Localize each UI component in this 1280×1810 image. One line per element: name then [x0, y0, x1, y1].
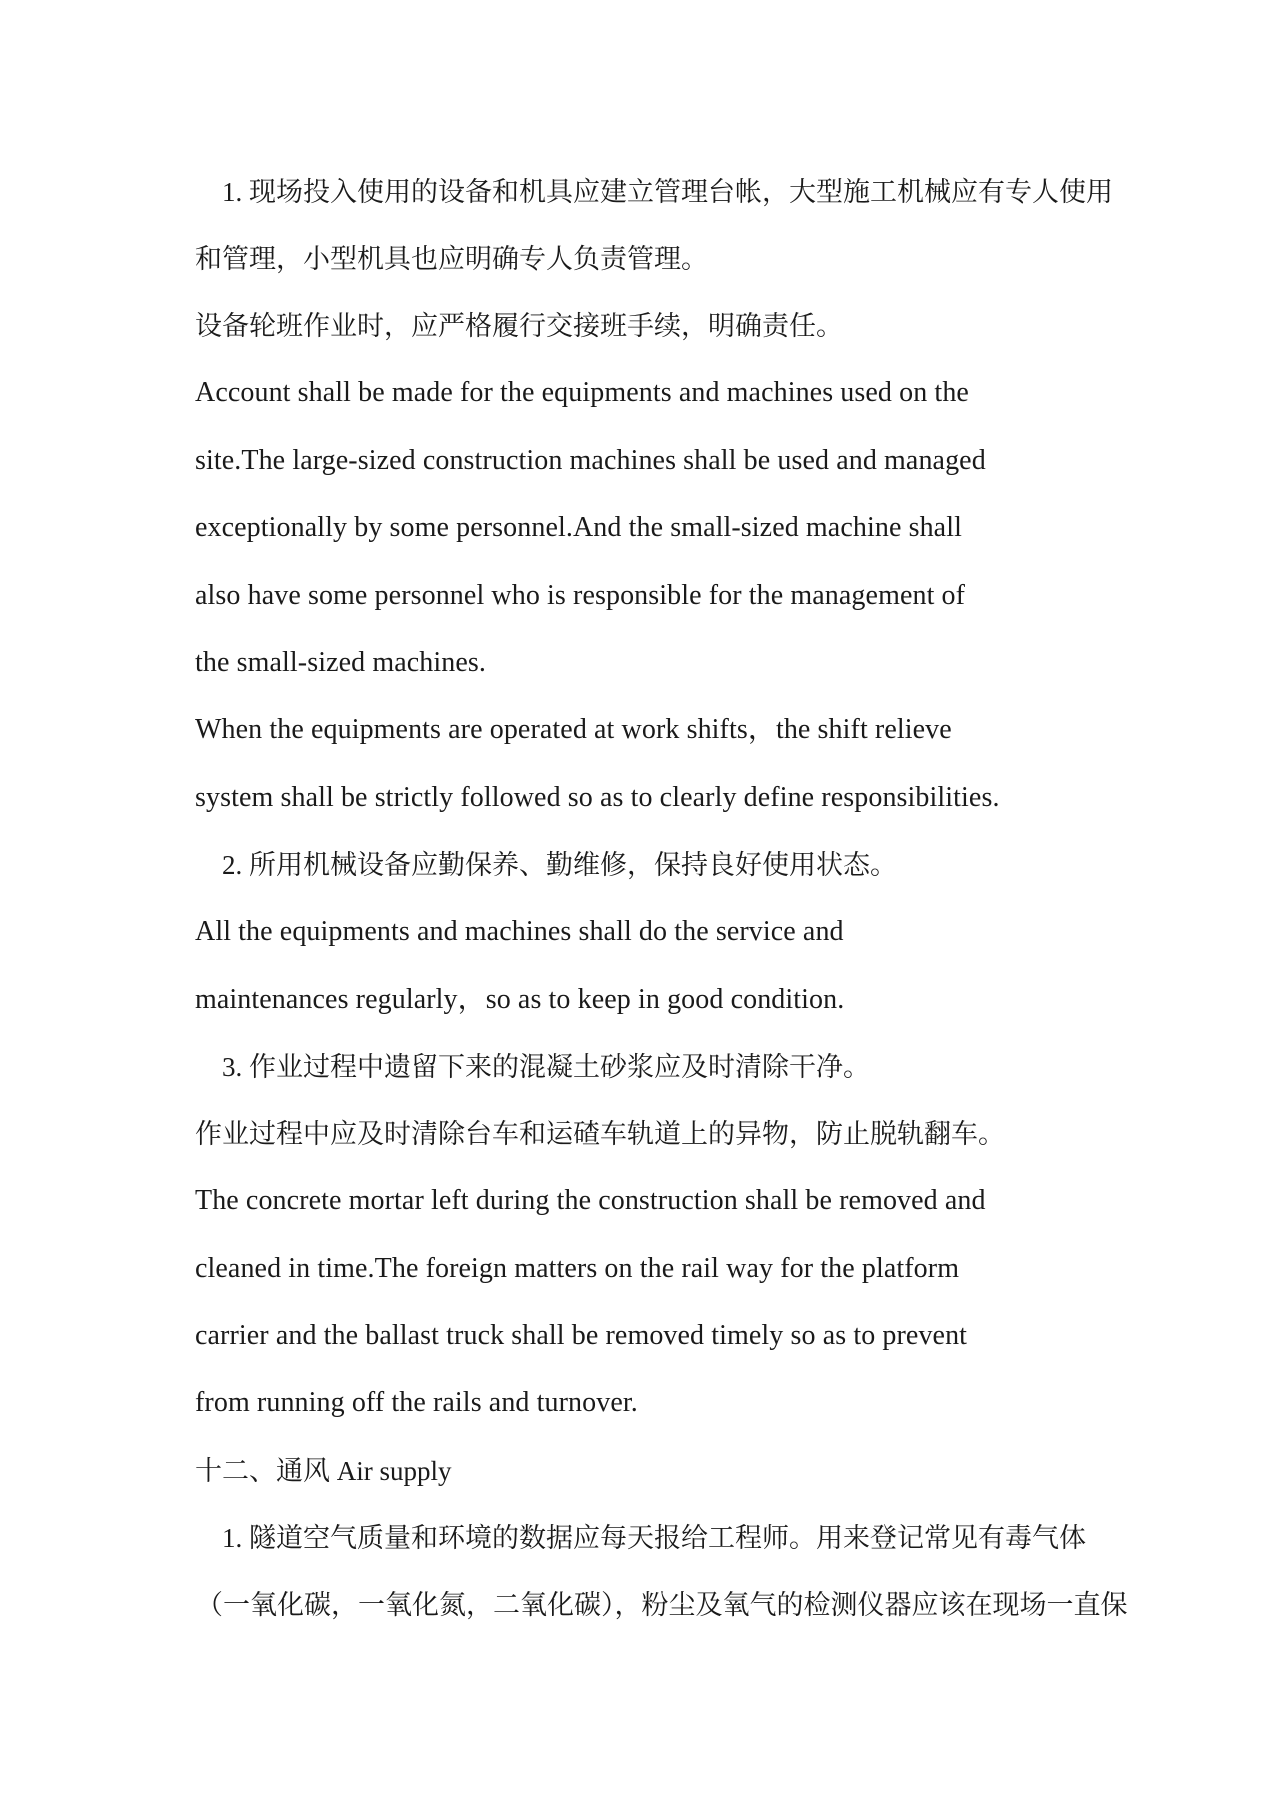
item-3-zh: 3. 作业过程中遗留下来的混凝土砂浆应及时清除干净。 [222, 1052, 870, 1082]
account-en-line-2: site.The large-sized construction machines shall be used and managed [195, 445, 986, 476]
account-en-line-1: Account shall be made for the equipments and machines used on the [195, 377, 969, 408]
shift-rule-zh: 设备轮班作业时，应严格履行交接班手续，明确责任。 [195, 311, 843, 341]
account-en-line-5: the small-sized machines. [195, 647, 486, 678]
item-3-en-line-4: from running off the rails and turnover. [195, 1387, 638, 1418]
item-3-en-line-3: carrier and the ballast truck shall be removed timely so as to prevent [195, 1320, 968, 1351]
section-heading-air-supply: 十二、通风 Air supply [195, 1456, 452, 1486]
item-3-en-line-2: cleaned in time.The foreign matters on the rail way for the platform [195, 1253, 960, 1284]
account-en-line-3: exceptionally by some personnel.And the small-sized machine shall [195, 512, 962, 543]
item-1-line-1: 1. 现场投入使用的设备和机具应建立管理台帐，大型施工机械应有专人使用 [222, 177, 1113, 207]
account-en-line-4: also have some personnel who is responsible for the management of [195, 580, 966, 611]
item-1-line-2: 和管理，小型机具也应明确专人负责管理。 [195, 244, 708, 274]
item-2-en-line-2: maintenances regularly，so as to keep in good condition. [195, 984, 845, 1015]
item-2-zh: 2. 所用机械设备应勤保养、勤维修，保持良好使用状态。 [222, 850, 897, 880]
air-item-1-line-1: 1. 隧道空气质量和环境的数据应每天报给工程师。用来登记常见有毒气体 [222, 1523, 1086, 1553]
item-3-en-line-1: The concrete mortar left during the construction shall be removed and [195, 1185, 986, 1216]
shift-en-line-2: system shall be strictly followed so as to clearly define responsibilities. [195, 782, 1000, 813]
shift-en-line-1: When the equipments are operated at work shifts，the shift relieve [195, 714, 952, 745]
air-item-1-line-2: （一氧化碳，一氧化氮，二氧化碳），粉尘及氧气的检测仪器应该在现场一直保 [196, 1590, 1128, 1620]
item-2-en-line-1: All the equipments and machines shall do the service and [195, 916, 844, 947]
rail-cleaning-zh: 作业过程中应及时清除台车和运碴车轨道上的异物，防止脱轨翻车。 [195, 1119, 1005, 1149]
